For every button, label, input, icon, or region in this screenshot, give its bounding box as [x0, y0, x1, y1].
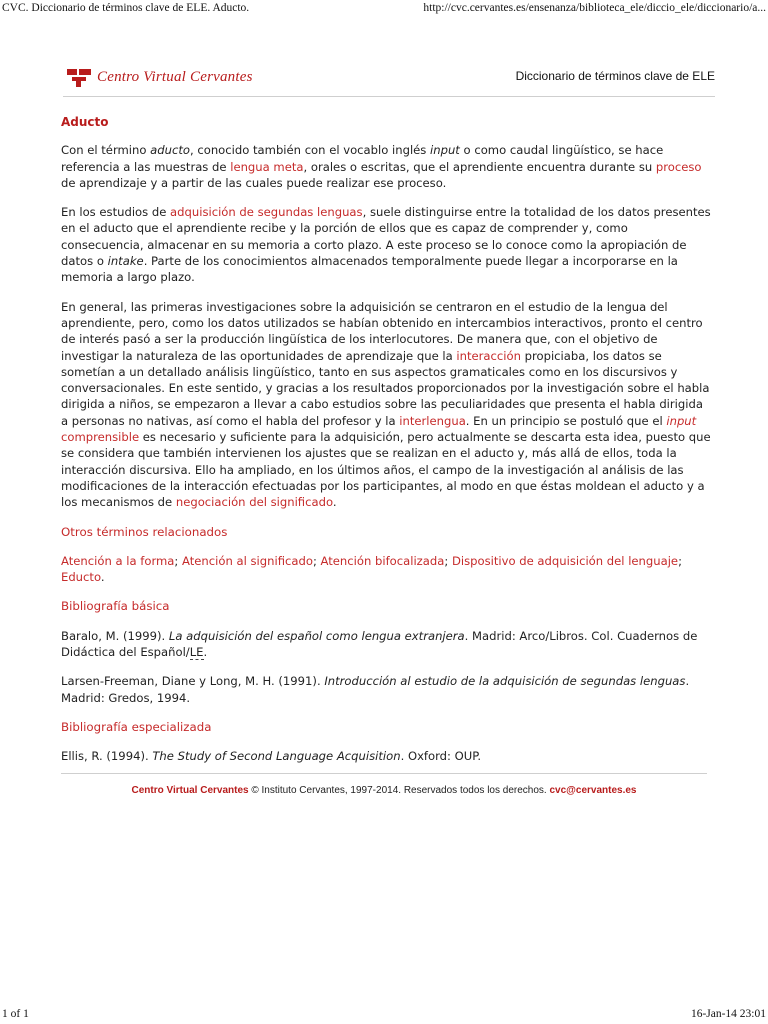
footer-brand-link[interactable]: Centro Virtual Cervantes	[131, 785, 249, 796]
link-input-comprensible[interactable]: input comprensible	[61, 413, 697, 445]
link-atencion-bifocalizada[interactable]: Atención bifocalizada	[320, 553, 445, 568]
cvc-logo-link[interactable]	[67, 67, 253, 87]
footer-divider	[61, 773, 707, 774]
print-footer	[0, 1004, 768, 1024]
link-proceso[interactable]: proceso	[655, 159, 702, 174]
brand-bar	[63, 62, 715, 97]
paragraph-3: En general, las primeras investigaciones sobre la adquisición se centraron en el estudio de la lengua del aprendiente, pero, como los datos utilizados se habían obtenido en intercambios interactivos, pronto el centro de interés pasó a ser la producción lingüística de los interlocutores. De manera que, con el objetivo de investigar la naturaleza de las oportunidades de aprendizaje que la interacción propiciaba, los datos se sometían a un detallado análisis lingüístico, tanto en sus aspectos gramaticales como en los discursivos y conversacionales. En este sentido, y gracias a los resultados proporcionados por la investigación sobre el habla dirigida a niños, se empezaron a llevar a cabo estudios sobre las peculiaridades que presenta el habla dirigida a personas no nativas, así como el habla del profesor y la interlengua. En un principio se postuló que el input comprensible es necesario y suficiente para la adquisición, pero actualmente se descarta esta idea, puesto que se considera que también intervienen los ajustes que se realizan en el aducto y, más allá de ellos, toda la interacción discursiva. Ello ha ampliado, en los últimos años, el campo de la investigación al análisis de las modificaciones de la interacción efectuadas por los participantes, al modo en que éstas moldean el aducto y a los mecanismos de negociación del significado.	[61, 299, 711, 510]
bibliography-entry: Baralo, M. (1999). La adquisición del español como lengua extranjera. Madrid: Arco/Libros. Col. Cuadernos de Didáctica del Español/LE.	[61, 628, 698, 660]
link-educto[interactable]: Educto	[61, 570, 101, 585]
print-header	[0, 0, 768, 20]
link-interlengua[interactable]: interlengua	[399, 413, 466, 428]
link-atencion-forma[interactable]: Atención a la forma	[61, 553, 175, 568]
bibliography-entry: Larsen-Freeman, Diane y Long, M. H. (1991). Introducción al estudio de la adquisición de segundas lenguas. Madrid: Gredos, 1994.	[61, 674, 690, 705]
abbreviation-le: LE	[189, 645, 204, 660]
site-title: Diccionario de términos clave de ELE	[515, 69, 715, 83]
link-interaccion[interactable]: interacción	[456, 348, 521, 363]
article-content	[61, 106, 711, 778]
article-title: Aducto	[61, 115, 109, 129]
link-negociacion-significado[interactable]: negociación del significado	[175, 495, 333, 510]
logo-text: Centro Virtual Cervantes	[97, 68, 253, 85]
cervantes-logo-icon	[67, 67, 91, 87]
link-dispositivo-adquisicion[interactable]: Dispositivo de adquisición del lenguaje	[451, 553, 679, 568]
link-lengua-meta[interactable]: lengua meta	[230, 159, 304, 174]
link-adquisicion-segundas-lenguas[interactable]: adquisición de segundas lenguas	[170, 205, 363, 220]
footer-copyright: © Instituto Cervantes, 1997-2014. Reservados todos los derechos.	[248, 785, 550, 796]
page-footer	[0, 785, 768, 796]
basic-bibliography-heading: Bibliografía básica	[61, 599, 170, 614]
specialized-bibliography-heading: Bibliografía especializada	[61, 719, 212, 734]
bibliography-entry: Ellis, R. (1994). The Study of Second Language Acquisition. Oxford: OUP.	[61, 749, 482, 764]
print-datetime: 16-Jan-14 23:01	[690, 1008, 766, 1020]
footer-email-link[interactable]: cvc@cervantes.es	[549, 785, 637, 796]
print-page-title: CVC. Diccionario de términos clave de ELE. Aducto.	[2, 2, 250, 14]
print-page-number: 1 of 1	[2, 1008, 29, 1020]
link-atencion-significado[interactable]: Atención al significado	[182, 553, 313, 568]
related-terms-list: Atención a la forma; Atención al significado; Atención bifocalizada; Dispositivo de adquisición del lenguaje; Educto.	[61, 553, 682, 585]
paragraph-1: Con el término aducto, conocido también con el vocablo inglés input o como caudal lingüístico, se hace referencia a las muestras de lengua meta, orales o escritas, que el aprendiente encuentra durante su proceso de aprendizaje y a partir de las cuales puede realizar ese proceso.	[61, 143, 702, 190]
print-url: http://cvc.cervantes.es/ensenanza/biblioteca_ele/diccio_ele/diccionario/a...	[423, 2, 766, 14]
related-terms-heading: Otros términos relacionados	[61, 524, 228, 539]
paragraph-2: En los estudios de adquisición de segundas lenguas, suele distinguirse entre la totalidad de los datos presentes en el aducto que el aprendiente recibe y la porción de ellos que es capaz de comprender y, como consecuencia, almacenar en su memoria a corto plazo. A este proceso se lo conoce como la apropiación de datos o intake. Parte de los conocimientos almacenados temporalmente puede llegar a incorporarse en la memoria a largo plazo.	[61, 205, 711, 285]
